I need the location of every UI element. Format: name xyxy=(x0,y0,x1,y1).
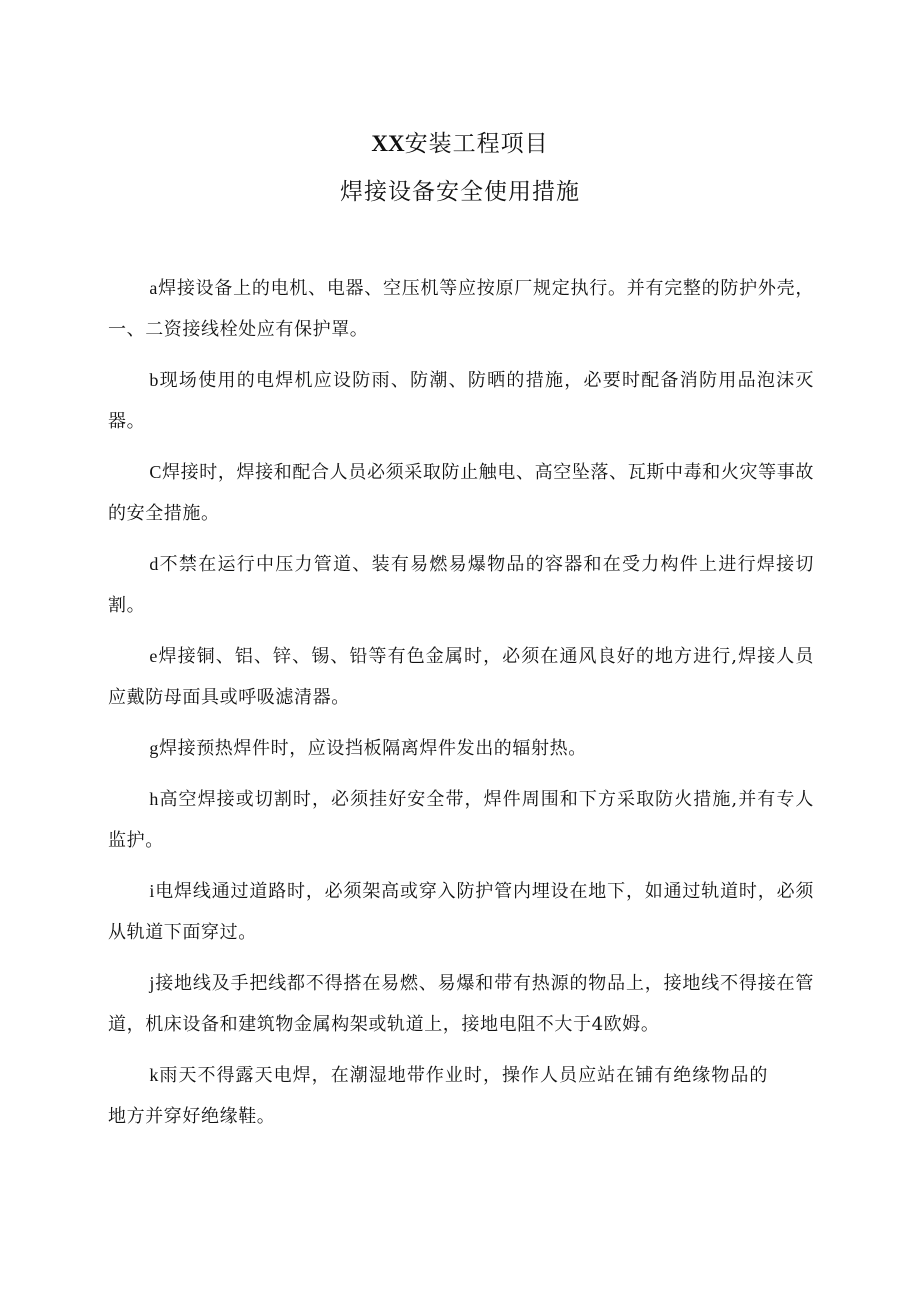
title-line-subject: 焊接设备安全使用措施 xyxy=(340,179,580,205)
paragraph-text: 电焊线通过道路时，必须架高或穿入防护管内埋设在地下，如通过轨道时，必须从轨道下面穿过。 xyxy=(108,881,814,943)
paragraph-letter: b xyxy=(149,370,159,390)
paragraph-d xyxy=(108,544,814,626)
paragraph-text: 焊接预热焊件时，应设挡板隔离焊件发出的辐射热。 xyxy=(159,738,587,759)
paragraph-text: 现场使用的电焊机应设防雨、防潮、防晒的措施，必要时配备消防用品泡沫灭器。 xyxy=(108,370,814,432)
paragraph-k xyxy=(108,1055,768,1137)
paragraph-letter: j xyxy=(149,973,155,993)
paragraph-i xyxy=(108,871,814,953)
document-title xyxy=(0,126,920,210)
paragraph-c xyxy=(108,452,814,534)
paragraph-text: 接地线及手把线都不得搭在易燃、易爆和带有热源的物品上，接地线不得接在管道，机床设备和建筑物金属构架或轨道上，接地电阻不大于4欧姆。 xyxy=(108,973,814,1035)
title-line-project xyxy=(0,126,920,162)
paragraph-letter: h xyxy=(149,789,159,809)
paragraph-j xyxy=(108,963,814,1045)
paragraph-letter: d xyxy=(149,554,159,574)
paragraph-text: 焊接铜、铝、锌、锡、铅等有色金属时，必须在通风良好的地方进行,焊接人员应戴防母面具或呼吸滤清器。 xyxy=(108,646,814,708)
paragraph-text: 高空焊接或切割时，必须挂好安全带，焊件周围和下方采取防火措施,并有专人监护。 xyxy=(108,789,814,851)
title-project-name: 安装工程项目 xyxy=(404,131,549,157)
paragraph-a xyxy=(108,268,814,350)
paragraph-text: 不禁在运行中压力管道、装有易燃易爆物品的容器和在受力构件上进行焊接切割。 xyxy=(108,554,814,616)
paragraph-letter: C xyxy=(149,462,162,482)
paragraph-text: 雨天不得露天电焊，在潮湿地带作业时，操作人员应站在铺有绝缘物品的地方并穿好绝缘鞋。 xyxy=(108,1065,768,1127)
paragraph-letter: k xyxy=(149,1065,159,1085)
paragraph-text: 焊接时，焊接和配合人员必须采取防止触电、高空坠落、瓦斯中毒和火灾等事故的安全措施。 xyxy=(108,462,814,524)
paragraph-g xyxy=(108,728,814,769)
paragraph-letter: e xyxy=(149,646,158,666)
document-body xyxy=(108,268,814,1147)
paragraph-e xyxy=(108,636,814,718)
title-prefix: XX xyxy=(371,131,405,156)
paragraph-letter: g xyxy=(149,738,159,758)
paragraph-letter: i xyxy=(149,881,155,901)
paragraph-letter: a xyxy=(149,278,158,298)
paragraph-b xyxy=(108,360,814,442)
paragraph-h xyxy=(108,779,814,861)
paragraph-text: 焊接设备上的电机、电器、空压机等应按原厂规定执行。并有完整的防护外壳，一、二资接线栓处应有保护罩。 xyxy=(108,278,814,340)
